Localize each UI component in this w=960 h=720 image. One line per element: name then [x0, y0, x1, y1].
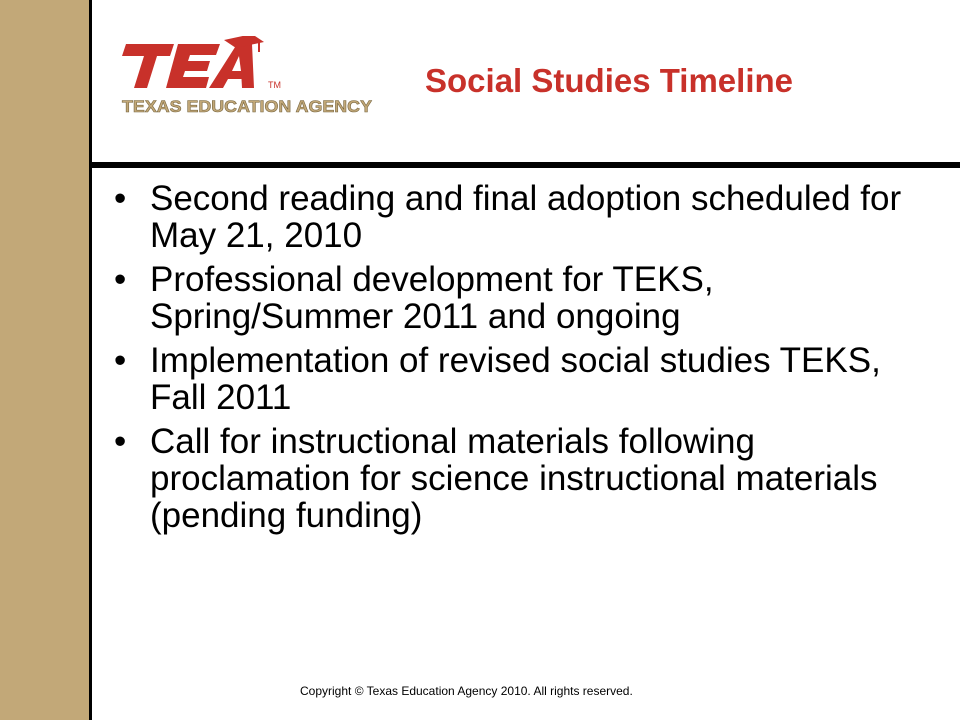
bullet-list: [112, 180, 932, 541]
tea-logo: [112, 36, 382, 126]
title-divider: [92, 162, 960, 168]
side-band: [0, 0, 92, 720]
bullet-dot: •: [114, 341, 127, 380]
copyright-footer: Copyright © Texas Education Agency 2010. All rights reserved.: [300, 684, 633, 698]
bullet-item: [112, 261, 932, 335]
bullet-item: [112, 180, 932, 254]
bullet-item: [112, 423, 932, 534]
bullet-text: Call for instructional materials following proclamation for science instructional materials (pending funding): [150, 422, 878, 535]
bullet-item: [112, 342, 932, 416]
svg-text:TEXAS EDUCATION AGENCY: TEXAS EDUCATION AGENCY: [122, 97, 373, 116]
bullet-dot: •: [114, 422, 127, 461]
bullet-text: Professional development for TEKS, Spring/Summer 2011 and ongoing: [150, 260, 714, 336]
bullet-text: Implementation of revised social studies TEKS, Fall 2011: [150, 341, 881, 417]
slide-title: Social Studies Timeline: [425, 62, 794, 99]
bullet-dot: •: [114, 260, 127, 299]
bullet-dot: •: [114, 179, 127, 218]
bullet-text: Second reading and final adoption scheduled for May 21, 2010: [150, 179, 902, 255]
svg-text:TM: TM: [268, 80, 281, 90]
